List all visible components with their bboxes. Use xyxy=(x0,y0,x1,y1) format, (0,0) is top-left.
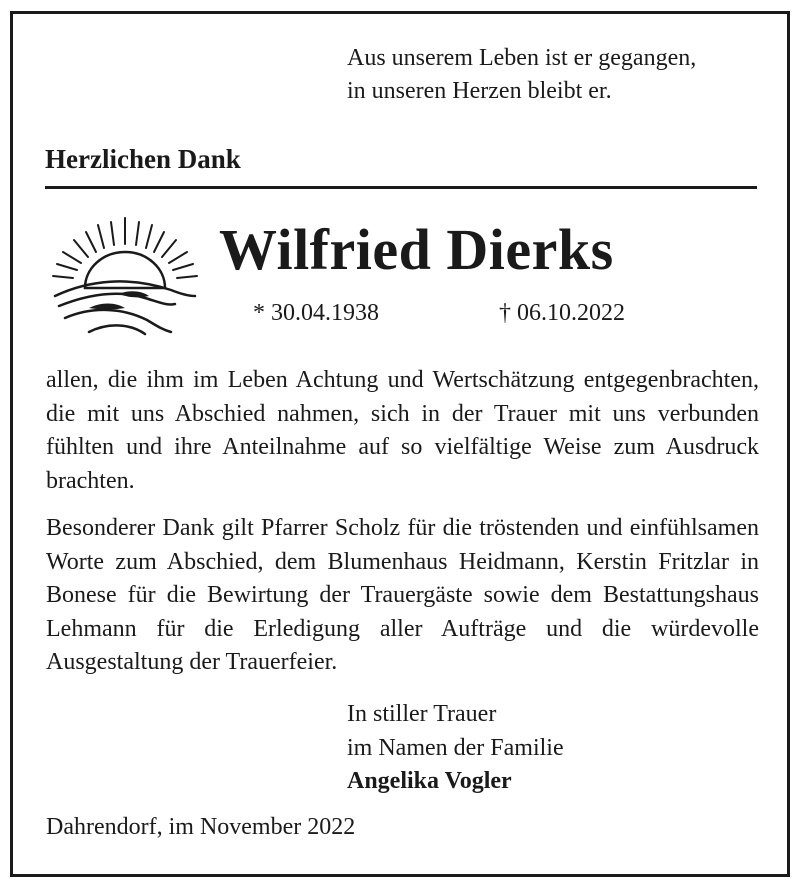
deceased-name: Wilfried Dierks xyxy=(219,217,614,282)
motto-line-2: in unseren Herzen bleibt er. xyxy=(347,78,612,104)
thanks-paragraph-1: allen, die ihm im Leben Achtung und Wertschätzung entgegenbrachten, die mit uns Abschied nahmen, sich in der Trauer mit uns verbunden fühlten und ihre Anteilnahme auf so vielfältige Weise zum Ausdruck brachten. xyxy=(46,367,759,494)
birth-date: * 30.04.1938 xyxy=(253,300,379,326)
motto-line-1: Aus unserem Leben ist er gegangen, xyxy=(347,45,697,71)
death-date: † 06.10.2022 xyxy=(499,300,625,326)
rising-sun-over-hills-icon xyxy=(49,210,201,342)
signer-name: Angelika Vogler xyxy=(347,768,512,794)
thanks-heading: Herzlichen Dank xyxy=(45,144,241,174)
closing-line-2: im Namen der Familie xyxy=(347,734,564,761)
thanks-paragraph-2: Besonderer Dank gilt Pfarrer Scholz für die tröstenden und einfühlsamen Worte zum Abschied, dem Blumenhaus Heidmann, Kerstin Fritzlar in Bonese für die Bewirtung der Trauergäste sowie dem Bestattungshaus Lehmann für die Erledigung aller Aufträge und die würdevolle Ausgestaltung der Trauerfeier. xyxy=(46,515,759,675)
closing-line-1: In stiller Trauer xyxy=(347,701,497,727)
divider-rule xyxy=(45,186,757,189)
motto-quote xyxy=(347,42,696,108)
place-date: Dahrendorf, im November 2022 xyxy=(46,814,356,840)
closing-signature xyxy=(347,698,564,799)
obituary-card xyxy=(10,11,790,877)
